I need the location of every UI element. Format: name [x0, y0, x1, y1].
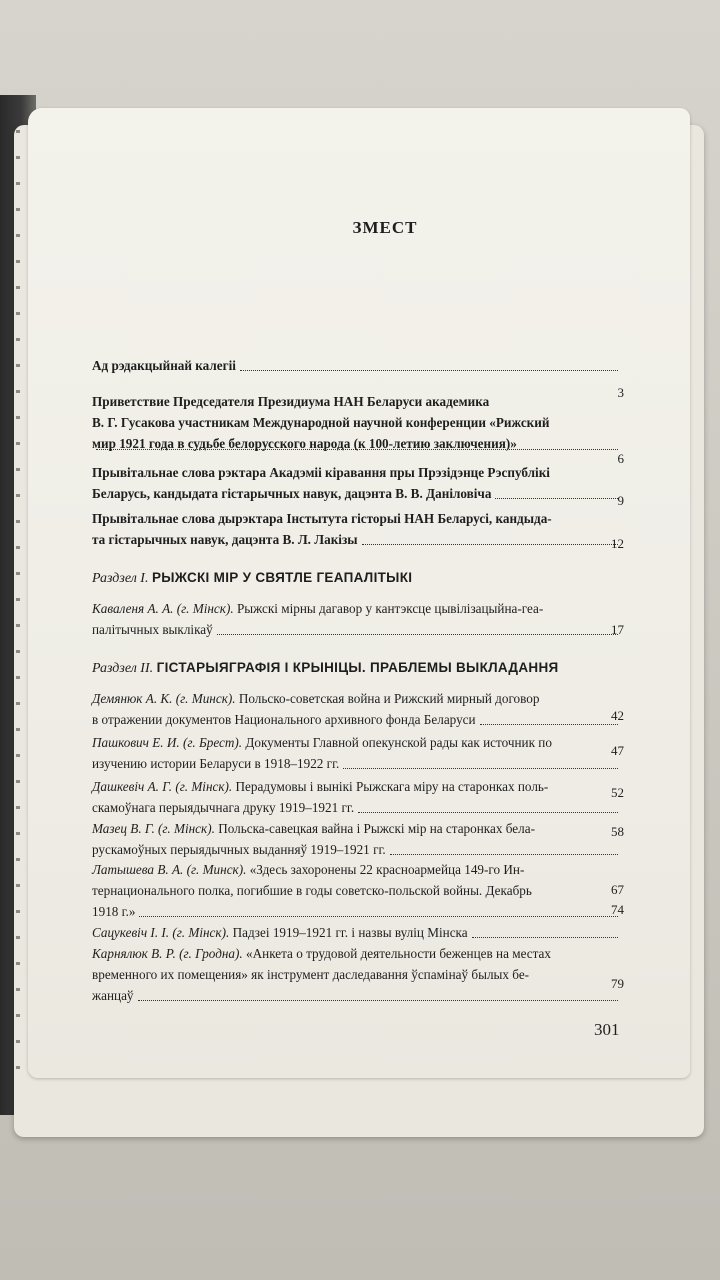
- entry-author: Мазец В. Г. (г. Мінск).: [92, 821, 215, 836]
- entry-text: Прывітальнае слова рэктара Акадэміі кіравання пры Прэзідэнце Рэспублікі: [92, 465, 550, 480]
- entry-text: Беларусь, кандыдата гістарычных навук, дацэнта В. В. Даніловіча: [92, 486, 492, 501]
- page-number: 17: [611, 622, 624, 637]
- page-number: 52: [611, 785, 624, 800]
- toc-entry-greeting-danilovich: [92, 462, 622, 504]
- page-number: 79: [611, 976, 624, 991]
- toc-entry-greeting-lakiza: [92, 508, 622, 550]
- entry-text: Приветствие Председателя Президиума НАН Беларуси академика: [92, 394, 490, 409]
- page-number: 47: [611, 743, 624, 758]
- entry-text: тернационального полка, погибшие в годы советско-польской войны. Декабрь: [92, 883, 532, 898]
- dot-leader: [480, 724, 618, 725]
- entry-author: Демянюк А. К. (г. Минск).: [92, 691, 236, 706]
- toc-entry-karnyalyuk: [92, 943, 622, 1006]
- toc-entry-greeting-gusakov: [92, 391, 622, 455]
- section-title: ГІСТАРЫЯГРАФІЯ І КРЫНІЦЫ. ПРАБЛЕМЫ ВЫКЛАДАННЯ: [156, 660, 559, 675]
- entry-author: Латышева В. А. (г. Минск).: [92, 862, 247, 877]
- entry-text: та гістарычных навук, дацэнта В. Л. Лакізы: [92, 532, 358, 547]
- entry-text: Польска-савецкая вайна і Рыжскі мір на старонках бела-: [218, 821, 535, 836]
- toc-entry-mazets: [92, 818, 622, 860]
- entry-author: Пашкович Е. И. (г. Брест).: [92, 735, 243, 750]
- entry-author: Дашкевіч А. Г. (г. Мінск).: [92, 779, 233, 794]
- toc-entry-satsukevich: [92, 922, 622, 943]
- entry-text: Рыжскі мірны дагавор у кантэксце цывілізацыйна-геа-: [236, 601, 544, 616]
- dot-leader: [138, 1000, 618, 1001]
- entry-author: Карнялюк В. Р. (г. Гродна).: [92, 946, 243, 961]
- section-label: Раздзел I.: [92, 571, 149, 586]
- page-number: 42: [611, 708, 624, 723]
- dot-leader: [472, 937, 618, 938]
- dot-leader: [96, 449, 618, 450]
- entry-text: В. Г. Гусакова участникам Международной научной конференции «Рижский: [92, 415, 550, 430]
- entry-text: «Анкета о трудовой деятельности беженцев на местах: [246, 946, 552, 961]
- page-number: 3: [617, 385, 624, 400]
- dot-leader: [358, 812, 618, 813]
- entry-text: Документы Главной опекунской рады как источник по: [245, 735, 552, 750]
- entry-text: Польско-советская война и Рижский мирный договор: [238, 691, 540, 706]
- entry-text: палітычных выклікаў: [92, 622, 213, 637]
- toc-entry-pashkovich: [92, 732, 622, 774]
- dot-leader: [362, 544, 618, 545]
- dot-leader: [240, 370, 618, 371]
- entry-text: «Здесь захоронены 22 красноармейца 149-го Ин-: [249, 862, 525, 877]
- section-label: Раздзел II.: [92, 661, 154, 676]
- page-number: 6: [617, 451, 624, 466]
- dot-leader: [217, 634, 618, 635]
- toc-entry-demyanyuk: [92, 688, 622, 730]
- entry-text: Падзеі 1919–1921 гг. і назвы вуліц Мінска: [232, 925, 468, 940]
- folio-number: 301: [594, 1020, 620, 1039]
- page-number: 12: [611, 536, 624, 551]
- section-heading-1: [92, 570, 632, 587]
- toc-entry-latysheva: [92, 859, 622, 922]
- dot-leader: [390, 854, 618, 855]
- page-title: ЗМЕСТ: [352, 218, 418, 237]
- entry-text: изучению истории Беларуси в 1918–1922 гг.: [92, 756, 340, 771]
- entry-text: Перадумовы і вынікі Рыжскага міру на старонках поль-: [235, 779, 549, 794]
- entry-author: Сацукевіч І. І. (г. Мінск).: [92, 925, 230, 940]
- entry-text: Ад рэдакцыйнай калегіі: [92, 358, 236, 373]
- toc-entry-kavalenya: [92, 598, 622, 640]
- entry-text: Прывітальнае слова дырэктара Інстытута гісторыі НАН Беларусі, кандыда-: [92, 511, 552, 526]
- entry-text: рускамоўных перыядычных выданняў 1919–1921 гг.: [92, 842, 386, 857]
- section-heading-2: [92, 660, 632, 677]
- entry-text: временного их помещения» як інструмент даследавання ўспамінаў былых бе-: [92, 967, 530, 982]
- section-title: РЫЖСКІ МІР У СВЯТЛЕ ГЕАПАЛІТЫКІ: [151, 570, 413, 585]
- page-number: 58: [611, 824, 624, 839]
- page-number: 74: [611, 902, 624, 917]
- toc-entry-dashkevich: [92, 776, 622, 818]
- entry-author: Каваленя А. А. (г. Мінск).: [92, 601, 234, 616]
- toc-entry-editorial: [92, 355, 622, 376]
- page-number: 67: [611, 882, 624, 897]
- entry-text: жанцаў: [92, 988, 134, 1003]
- dot-leader: [139, 916, 618, 917]
- entry-text: в отражении документов Национального архивного фонда Беларуси: [92, 712, 476, 727]
- page-number: 9: [617, 493, 624, 508]
- entry-text: мир 1921 года в судьбе белорусского народа (к 100-летию заключения)»: [92, 436, 517, 451]
- entry-text: скамоўнага перыядычнага друку 1919–1921 гг.: [92, 800, 355, 815]
- entry-text: 1918 г.»: [92, 904, 136, 919]
- dot-leader: [343, 768, 618, 769]
